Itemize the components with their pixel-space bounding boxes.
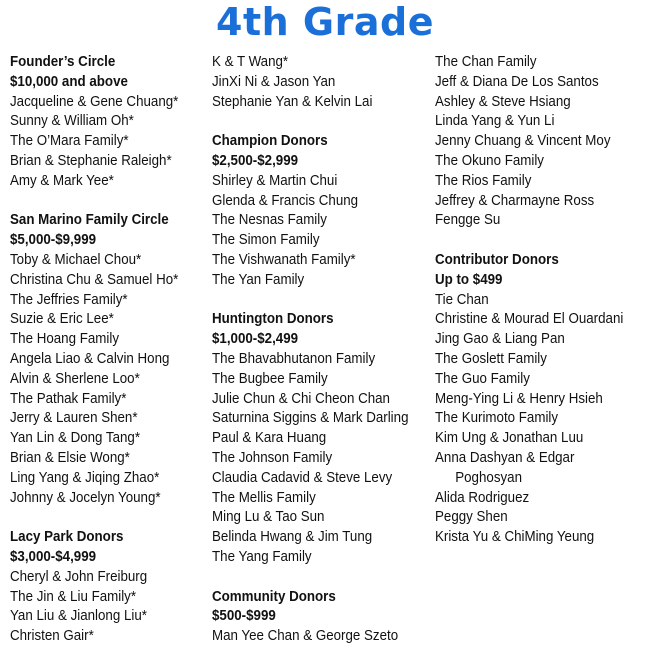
donor-name: Amy & Mark Yee*: [10, 172, 114, 189]
donor-name: Angela Liao & Calvin Hong: [10, 350, 170, 367]
donor-name: Toby & Michael Chou*: [10, 251, 142, 268]
donor-name: Christine & Mourad El Ouardani: [435, 311, 624, 328]
donor-name: Christina Chu & Samuel Ho*: [10, 271, 179, 288]
section-heading: Community Donors: [212, 588, 336, 605]
donor-name: The Kurimoto Family: [435, 410, 559, 427]
donor-name: Anna Dashyan & Edgar: [435, 449, 575, 466]
donor-name: Ming Lu & Tao Sun: [212, 509, 325, 526]
donor-name: Jeff & Diana De Los Santos: [435, 73, 599, 90]
donor-name: Linda Yang & Yun Li: [435, 113, 555, 130]
donor-name: The Yang Family: [212, 548, 312, 565]
section-heading: Champion Donors: [212, 133, 328, 150]
section-amount-range: $500-$999: [212, 608, 276, 625]
donor-section: [435, 53, 647, 231]
donor-name: The Bugbee Family: [212, 370, 328, 387]
section-amount-range: $10,000 and above: [10, 73, 128, 90]
donor-name: Yan Lin & Dong Tang*: [10, 430, 141, 447]
donor-name: The Vishwanath Family*: [212, 251, 356, 268]
donor-name: Ashley & Steve Hsiang: [435, 93, 571, 110]
donor-name: Claudia Cadavid & Steve Levy: [212, 469, 393, 486]
section-heading: Huntington Donors: [212, 311, 334, 328]
donor-name: Glenda & Francis Chung: [212, 192, 359, 209]
donor-name: The Okuno Family: [435, 152, 544, 169]
donor-section: [212, 588, 434, 647]
donor-column-2: [212, 53, 434, 667]
donor-name: Sunny & William Oh*: [10, 113, 134, 130]
donor-name: Yan Liu & Jianlong Liu*: [10, 608, 147, 625]
donor-name: The Chan Family: [435, 54, 537, 70]
donor-name: The O’Mara Family*: [10, 133, 129, 150]
donor-name: The Jin & Liu Family*: [10, 588, 137, 605]
section-amount-range: $5,000-$9,999: [10, 232, 97, 249]
donor-name: Brian & Stephanie Raleigh*: [10, 152, 172, 169]
donor-section: [10, 528, 210, 647]
page-title: 4th Grade: [216, 0, 434, 44]
donor-section: [435, 251, 647, 548]
donor-name: The Guo Family: [435, 370, 530, 387]
section-heading: Contributor Donors: [435, 251, 559, 268]
donor-name: Man Yee Chan & George Szeto: [212, 628, 399, 645]
donor-name: Belinda Hwang & Jim Tung: [212, 529, 373, 546]
donor-name: Tie Chan: [435, 291, 489, 308]
donor-name: Cheryl & John Freiburg: [10, 568, 148, 585]
donor-name: Saturnina Siggins & Mark Darling: [212, 410, 409, 427]
donor-name: The Simon Family: [212, 232, 320, 249]
donor-name: Alida Rodriguez: [435, 489, 530, 506]
donor-name: Stephanie Yan & Kelvin Lai: [212, 93, 373, 110]
donor-name: The Mellis Family: [212, 489, 316, 506]
donor-name: Jerry & Lauren Shen*: [10, 410, 138, 427]
donor-section: [212, 132, 434, 290]
donor-name: Fengge Su: [435, 212, 501, 229]
donor-name: Suzie & Eric Lee*: [10, 311, 114, 328]
donor-name: The Hoang Family: [10, 331, 119, 348]
section-heading: San Marino Family Circle: [10, 212, 169, 229]
section-amount-range: Up to $499: [435, 271, 503, 288]
donor-name: The Goslett Family: [435, 350, 547, 367]
donor-section: [212, 53, 434, 112]
section-heading: Founder’s Circle: [10, 54, 116, 70]
donor-name: The Jeffries Family*: [10, 291, 128, 308]
donor-section: [10, 53, 210, 192]
donor-name: The Pathak Family*: [10, 390, 127, 407]
donor-name: Julie Chun & Chi Cheon Chan: [212, 390, 390, 407]
donor-name: Meng-Ying Li & Henry Hsieh: [435, 390, 603, 407]
donor-name: JinXi Ni & Jason Yan: [212, 73, 336, 90]
donor-column-3: [435, 53, 647, 568]
donor-name: Ling Yang & Jiqing Zhao*: [10, 469, 160, 486]
donor-name: Kim Ung & Jonathan Luu: [435, 430, 584, 447]
donor-name: The Bhavabhutanon Family: [212, 350, 376, 367]
donor-name: Peggy Shen: [435, 509, 508, 526]
donor-name: Alvin & Sherlene Loo*: [10, 370, 140, 387]
donor-name: The Nesnas Family: [212, 212, 327, 229]
donor-section: [212, 310, 434, 567]
donor-name: Johnny & Jocelyn Young*: [10, 489, 161, 506]
section-amount-range: $1,000-$2,499: [212, 331, 299, 348]
donor-name: Jacqueline & Gene Chuang*: [10, 93, 179, 110]
donor-name: K & T Wang*: [212, 54, 289, 70]
donor-name: The Johnson Family: [212, 449, 333, 466]
section-amount-range: $3,000-$4,999: [10, 548, 97, 565]
donor-name: The Rios Family: [435, 172, 532, 189]
section-amount-range: $2,500-$2,999: [212, 152, 299, 169]
donor-name: Krista Yu & ChiMing Yeung: [435, 529, 595, 546]
donor-name: Paul & Kara Huang: [212, 430, 327, 447]
donor-name: Poghosyan: [455, 469, 522, 486]
donor-name: Jenny Chuang & Vincent Moy: [435, 133, 611, 150]
donor-name: Jeffrey & Charmayne Ross: [435, 192, 595, 209]
donor-name: Brian & Elsie Wong*: [10, 449, 130, 466]
section-heading: Lacy Park Donors: [10, 529, 124, 546]
donor-column-1: [10, 53, 210, 667]
donor-name: The Yan Family: [212, 271, 305, 288]
donor-name: Jing Gao & Liang Pan: [435, 331, 565, 348]
donor-name: Christen Gair*: [10, 628, 94, 645]
donor-name: Shirley & Martin Chui: [212, 172, 338, 189]
donor-section: [10, 211, 210, 508]
